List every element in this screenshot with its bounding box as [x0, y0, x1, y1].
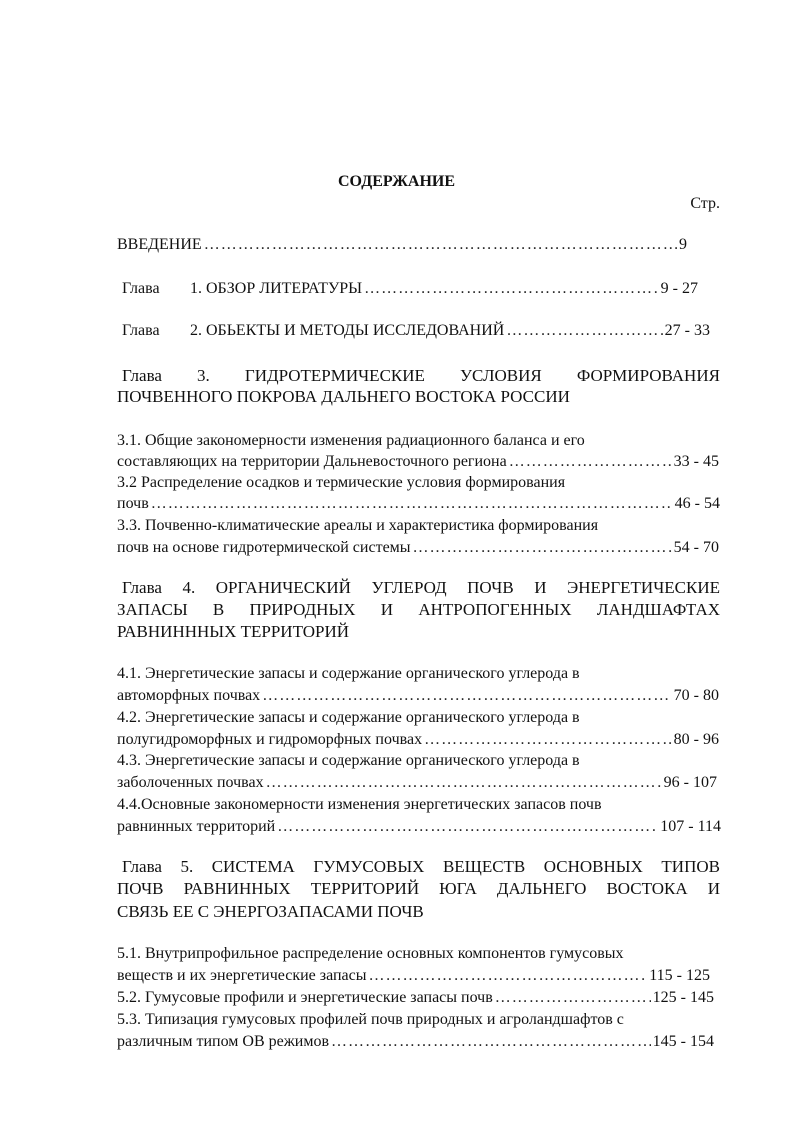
chapter-4-heading-line-3: РАВНИНННЫХ ТЕРРИТОРИЙ — [117, 622, 350, 641]
heading-word: И — [380, 600, 394, 619]
toc-subentry-3-2[interactable] — [117, 494, 720, 514]
toc-subentry-4-1[interactable] — [117, 686, 719, 706]
toc-entry-pages: 27 - 33 — [664, 322, 710, 339]
leader-dots — [424, 730, 672, 750]
leader-dots — [506, 321, 662, 341]
toc-entry-chapter-2[interactable] — [122, 321, 710, 341]
toc-entry-pages: 125 - 145 — [652, 989, 714, 1006]
toc-entry-text: ВВЕДЕНИЕ — [117, 236, 202, 253]
chapter-4-heading-line-2 — [117, 600, 720, 620]
chapter-5-heading-line-1[interactable] — [122, 857, 720, 877]
toc-entry-pages: 9 — [679, 236, 687, 253]
toc-subentry-3-1[interactable] — [117, 452, 719, 472]
heading-word: УСЛОВИЯ — [460, 366, 542, 385]
heading-word: ОРГАНИЧЕСКИЙ — [215, 578, 351, 597]
toc-subentry-4-2[interactable] — [117, 730, 719, 750]
leader-dots — [331, 1032, 651, 1052]
toc-entry-text: 2. ОБЬЕКТЫ И МЕТОДЫ ИССЛЕДОВАНИЙ — [190, 322, 505, 339]
heading-word: ВОСТОКА — [606, 879, 688, 898]
heading-word: 5. — [180, 857, 194, 876]
heading-word: ЮГА — [439, 879, 477, 898]
heading-word: ТИПОВ — [661, 857, 720, 876]
toc-entry-text: заболоченных почвах — [117, 774, 264, 791]
chapter-5-heading-line-2 — [117, 879, 720, 899]
heading-word: ФОРМИРОВАНИЯ — [576, 366, 720, 385]
toc-subentry-3-3[interactable] — [117, 538, 719, 558]
toc-subentry-3-1-line-1: 3.1. Общие закономерности изменения радиационного баланса и его — [117, 432, 585, 449]
chapter-label: Глава — [122, 366, 162, 385]
toc-entry-pages: 33 - 45 — [673, 453, 719, 470]
chapter-label: Глава — [122, 857, 162, 876]
heading-word: ЭНЕРГЕТИЧЕСКИЕ — [567, 578, 720, 597]
leader-dots — [509, 452, 672, 472]
toc-subentry-5-1-line-1: 5.1. Внутрипрофильное распределение основных компонентов гумусовых — [117, 945, 624, 962]
toc-entry-intro[interactable] — [117, 235, 687, 255]
toc-subentry-5-1[interactable] — [117, 966, 710, 986]
toc-subentry-3-2-line-1: 3.2 Распределение осадков и термические условия формирования — [117, 474, 566, 491]
toc-entry-text: 5.2. Гумусовые профили и энергетические запасы почв — [117, 989, 493, 1006]
leader-dots — [495, 988, 651, 1008]
leader-dots — [369, 966, 648, 986]
chapter-5-heading-line-3: СВЯЗЬ ЕЕ С ЭНЕРГОЗАПАСАМИ ПОЧВ — [117, 902, 424, 921]
page-title: СОДЕРЖАНИЕ — [337, 173, 456, 190]
leader-dots — [266, 773, 662, 793]
heading-word: ПОЧВ — [467, 578, 514, 597]
toc-entry-pages: 115 - 125 — [649, 967, 710, 984]
leader-dots — [413, 538, 672, 558]
toc-entry-pages: 9 - 27 — [660, 280, 698, 297]
toc-entry-pages: 80 - 96 — [673, 731, 719, 748]
chapter-label: Глава — [122, 322, 160, 339]
heading-word: И — [707, 879, 720, 898]
toc-subentry-3-3-line-1: 3.3. Почвенно-климатические ареалы и характеристика формирования — [117, 517, 599, 534]
toc-entry-chapter-1[interactable] — [122, 279, 698, 299]
heading-word: ТЕРРИТОРИЙ — [310, 879, 420, 898]
chapter-label: Глава — [122, 280, 160, 297]
toc-subentry-4-3[interactable] — [117, 773, 717, 793]
page-column-label: Стр. — [690, 195, 720, 212]
toc-entry-text: почв на основе гидротермической системы — [117, 539, 411, 556]
heading-word: РАВНИННЫХ — [183, 879, 291, 898]
toc-entry-pages: 107 - 114 — [660, 818, 721, 835]
heading-word: ПОЧВ — [117, 879, 164, 898]
chapter-3-heading-line-1[interactable] — [122, 366, 720, 386]
toc-subentry-5-2[interactable] — [117, 988, 714, 1008]
toc-subentry-4-3-line-1: 4.3. Энергетические запасы и содержание органического углерода в — [117, 752, 580, 769]
toc-subentry-5-3[interactable] — [117, 1032, 714, 1052]
toc-subentry-4-2-line-1: 4.2. Энергетические запасы и содержание органического углерода в — [117, 709, 580, 726]
chapter-3-heading-line-2: ПОЧВЕННОГО ПОКРОВА ДАЛЬНЕГО ВОСТОКА РОССИИ — [117, 387, 570, 406]
leader-dots — [277, 817, 658, 837]
toc-entry-text: почв — [117, 495, 149, 512]
leader-dots — [151, 494, 673, 514]
heading-word: 4. — [182, 578, 196, 597]
leader-dots — [262, 686, 671, 706]
toc-entry-text: равнинных территорий — [117, 818, 276, 835]
heading-word: ОСНОВНЫХ — [543, 857, 643, 876]
toc-entry-pages: 46 - 54 — [674, 495, 720, 512]
toc-subentry-4-4-line-1: 4.4.Основные закономерности изменения энергетических запасов почв — [117, 796, 602, 813]
toc-entry-pages: 54 - 70 — [673, 539, 719, 556]
toc-subentry-4-1-line-1: 4.1. Энергетические запасы и содержание органического углерода в — [117, 665, 580, 682]
heading-word: ДАЛЬНЕГО — [496, 879, 587, 898]
heading-word: ВЕЩЕСТВ — [442, 857, 526, 876]
toc-subentry-5-3-line-1: 5.3. Типизация гумусовых профилей почв природных и агроландшафтов с — [117, 1011, 624, 1028]
toc-entry-text: 1. ОБЗОР ЛИТЕРАТУРЫ — [190, 280, 363, 297]
toc-entry-text: веществ и их энергетические запасы — [117, 967, 367, 984]
heading-word: 3. — [197, 366, 210, 385]
heading-word: В — [212, 600, 225, 619]
heading-word: УГЛЕРОД — [371, 578, 447, 597]
toc-entry-pages: 70 - 80 — [673, 687, 719, 704]
heading-word: ЗАПАСЫ — [117, 600, 188, 619]
heading-word: И — [534, 578, 547, 597]
leader-dots — [364, 279, 659, 299]
toc-entry-text: полугидроморфных и гидроморфных почвах — [117, 731, 423, 748]
toc-entry-pages: 96 - 107 — [663, 774, 717, 791]
heading-word: ПРИРОДНЫХ — [249, 600, 356, 619]
toc-entry-text: составляющих на территории Дальневосточного региона — [117, 453, 507, 470]
heading-word: ЛАНДШАФТАХ — [596, 600, 720, 619]
chapter-label: Глава — [122, 578, 162, 597]
toc-entry-text: различным типом ОВ режимов — [117, 1033, 330, 1050]
heading-word: ГИДРОТЕРМИЧЕСКИЕ — [244, 366, 425, 385]
toc-entry-text: автоморфных почвах — [117, 687, 261, 704]
chapter-4-heading-line-1[interactable] — [122, 578, 720, 598]
toc-entry-pages: 145 - 154 — [652, 1033, 714, 1050]
heading-word: ГУМУСОВЫХ — [313, 857, 425, 876]
leader-dots — [204, 235, 677, 255]
heading-word: СИСТЕМА — [211, 857, 295, 876]
heading-word: АНТРОПОГЕННЫХ — [418, 600, 572, 619]
toc-subentry-4-4[interactable] — [117, 817, 721, 837]
